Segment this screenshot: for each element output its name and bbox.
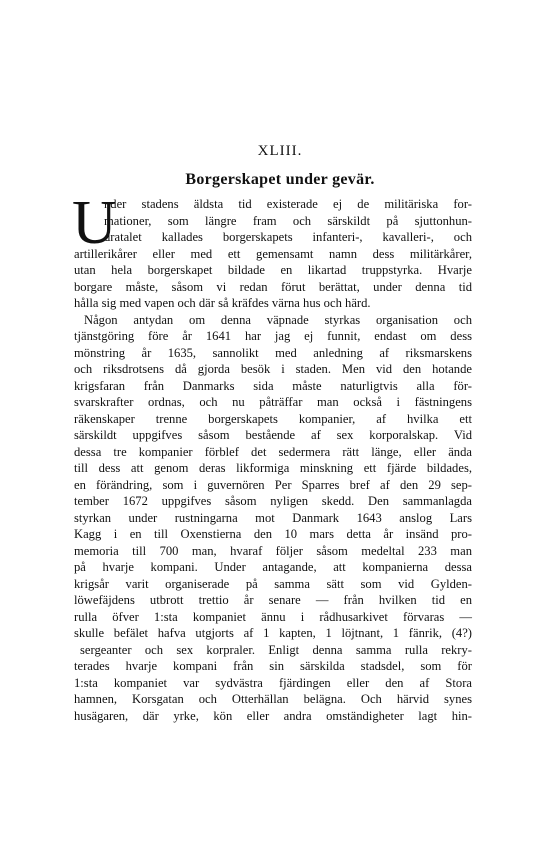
text-line: Någon antydan om denna väpnade styrkas organisation och — [84, 312, 472, 327]
text-line: till dess att genom deras likformiga minskning ett fjärde bildades, — [74, 461, 472, 475]
text-line: och riksdrotsens då gjorda besök i staden. Men vid den hotande — [74, 362, 472, 376]
text-line: mönstring år 1635, sannolikt med anledning af riksmarskens — [74, 345, 472, 360]
text-line: hålla sig med vapen och där så kräfdes värna hus och härd. — [74, 296, 371, 310]
text-line: terades hvarje kompani från sin särskilda stadsdel, som för — [74, 659, 472, 673]
text-line: nder stadens äldsta tid existerade ej de militäriska for- — [104, 197, 472, 211]
text-line: krigsfaran från Danmarks sida måste naturligtvis alla för- — [74, 378, 472, 393]
drop-cap: U — [72, 189, 117, 257]
text-line: särskildt uppgifves såsom bestående af sex korporalskap. Vid — [74, 428, 472, 442]
text-line: tjänstgöring före år 1641 har jag ej funnit, endast om dess — [74, 329, 472, 343]
chapter-number: XLIII. — [257, 143, 303, 159]
text-line: borgare måste, såsom vi redan förut berättat, under denna tid — [74, 279, 472, 294]
text-line: krigsår varit organiserade på samma sätt som vid Gylden- — [74, 576, 472, 591]
text-line: rulla öfver 1:sta kompaniet ännu i rådhusarkivet förvaras — — [74, 609, 472, 624]
text-line: mationer, som längre fram och särskildt på sjuttonhun- — [104, 213, 472, 228]
text-line: dratalet kallades borgerskapets infanteri-, kavalleri-, och — [104, 230, 472, 244]
text-line: artillerikårer eller med ett gemensamt namn dess militärkårer, — [74, 246, 472, 261]
text-line: husägaren, där yrke, kön eller andra omständigheter lagt hin- — [74, 708, 472, 723]
text-line: räkenskaper trenne borgerskapets kompanier, af hvilka ett — [74, 411, 472, 426]
text-line: tember 1672 uppgifves såsom nyligen skedd. Den sammanlagda — [74, 494, 472, 508]
text-line: på hvarje kompani. Under antagande, att kompanierna dessa — [74, 560, 472, 574]
text-line: memoria till 700 man, hvaraf följer såsom medeltal 233 man — [74, 543, 472, 558]
text-line: sergeanter och sex korpraler. Enligt denna samma rulla rekry- — [80, 642, 472, 657]
text-line: styrkan under rustningarna mot Danmark 1643 anslog Lars — [74, 510, 472, 525]
text-line: Kagg i en till Oxenstierna den 10 mars detta år insänd pro- — [74, 527, 472, 541]
text-line: löwefäjdens utbrott trettio år senare — från hvilken tid en — [74, 593, 472, 607]
body-text — [72, 189, 472, 724]
text-line: en förändring, som i guvernören Per Sparres bref af den 29 sep- — [74, 477, 472, 492]
chapter-title: Borgerskapet under gevär. — [185, 171, 375, 188]
text-line: dessa tre kompanier förblef det sedermera rätt länge, eller ända — [74, 444, 472, 459]
text-line: skulle befälet hafva utgjorts af 1 kapten, 1 löjtnant, 1 fänrik, (4?) — [74, 626, 472, 640]
text-line: svarskrafter ordnas, och nu påträffar man också i fästningens — [74, 395, 472, 409]
text-line: utan hela borgerskapet bildade en likartad truppstyrka. Hvarje — [74, 263, 472, 277]
text-line: hamnen, Korsgatan och Otterhällan belägna. Och härvid synes — [74, 692, 472, 706]
text-line: 1:sta kompaniet var sydvästra fjärdingen eller den af Stora — [74, 675, 472, 690]
